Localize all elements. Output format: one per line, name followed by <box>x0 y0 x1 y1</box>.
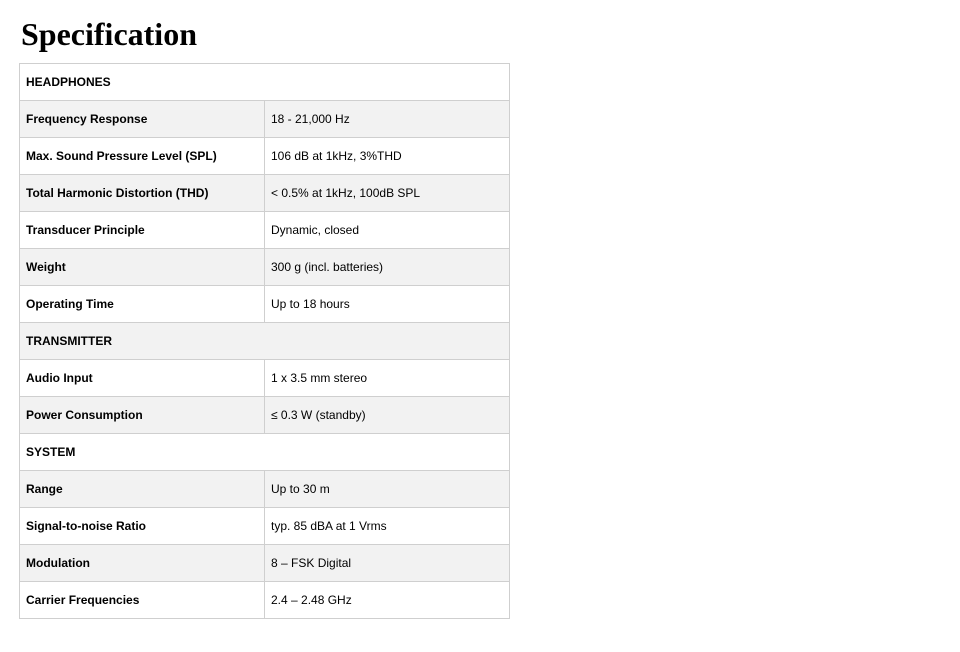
spec-value: 106 dB at 1kHz, 3%THD <box>265 138 510 175</box>
spec-label: Frequency Response <box>20 101 265 138</box>
section-header-row <box>20 64 510 101</box>
spec-value: ≤ 0.3 W (standby) <box>265 397 510 434</box>
spec-row <box>20 249 510 286</box>
spec-value: 2.4 – 2.48 GHz <box>265 582 510 619</box>
spec-label: Operating Time <box>20 286 265 323</box>
section-header-row <box>20 434 510 471</box>
specification-table <box>19 63 510 619</box>
spec-row <box>20 545 510 582</box>
spec-value: 300 g (incl. batteries) <box>265 249 510 286</box>
section-header: TRANSMITTER <box>20 323 510 360</box>
spec-row <box>20 360 510 397</box>
spec-label: Modulation <box>20 545 265 582</box>
spec-row <box>20 175 510 212</box>
spec-value: 18 - 21,000 Hz <box>265 101 510 138</box>
spec-label: Power Consumption <box>20 397 265 434</box>
spec-label: Range <box>20 471 265 508</box>
spec-row <box>20 286 510 323</box>
spec-label: Signal-to-noise Ratio <box>20 508 265 545</box>
specification-table-body <box>20 64 510 619</box>
spec-row <box>20 508 510 545</box>
page-title: Specification <box>21 16 197 52</box>
spec-row <box>20 212 510 249</box>
spec-value: < 0.5% at 1kHz, 100dB SPL <box>265 175 510 212</box>
spec-value: Dynamic, closed <box>265 212 510 249</box>
spec-row <box>20 582 510 619</box>
spec-value: 8 – FSK Digital <box>265 545 510 582</box>
spec-row <box>20 138 510 175</box>
spec-label: Carrier Frequencies <box>20 582 265 619</box>
spec-label: Transducer Principle <box>20 212 265 249</box>
spec-label: Max. Sound Pressure Level (SPL) <box>20 138 265 175</box>
spec-value: 1 x 3.5 mm stereo <box>265 360 510 397</box>
spec-label: Audio Input <box>20 360 265 397</box>
spec-row <box>20 397 510 434</box>
spec-row <box>20 471 510 508</box>
spec-value: Up to 18 hours <box>265 286 510 323</box>
section-header-row <box>20 323 510 360</box>
section-header: SYSTEM <box>20 434 510 471</box>
spec-row <box>20 101 510 138</box>
spec-value: typ. 85 dBA at 1 Vrms <box>265 508 510 545</box>
spec-label: Weight <box>20 249 265 286</box>
spec-label: Total Harmonic Distortion (THD) <box>20 175 265 212</box>
spec-value: Up to 30 m <box>265 471 510 508</box>
section-header: HEADPHONES <box>20 64 510 101</box>
